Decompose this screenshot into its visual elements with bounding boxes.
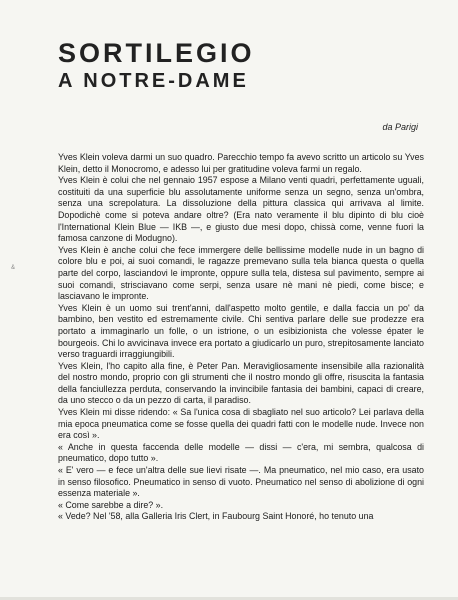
- byline: da Parigi: [382, 122, 418, 132]
- paragraph: « Anche in questa faccenda delle modelle — dissi — c'era, mi sembra, qualcosa di pneumatico, dopo tutto ».: [58, 441, 424, 464]
- paragraph: « Come sarebbe a dire? ».: [58, 499, 164, 510]
- paragraph: « Vede? Nel '58, alla Galleria Iris Clert, in Faubourg Saint Honoré, ho tenuto una: [58, 511, 374, 522]
- paragraph: Yves Klein è un uomo sui trent'anni, dall'aspetto molto gentile, e dalla faccia un po' da bambino, ben vestito ed estremamente civile. Chi sentiva parlare delle sue prodezze era portato a immaginarlo un folle, o un istrione, o un esibizionista che volesse épater le bourgeois. Chi lo avvicinava invece era portato a giudicarlo un puro, strepitosamente lanciato verso traguardi irraggiungibili.: [58, 302, 424, 360]
- paragraph: Yves Klein è colui che nel gennaio 1957 espose a Milano venti quadri, perfettamente uguali, costituiti da una superficie blu assolutamente uniforme senza un segno, senza un'ombra, senza una screpolatura. La dissoluzione della pittura classica qui arrivava al limite. Dopodichè come si poteva andare oltre? (Era nato veramente il blu dipinto di blu cioè l'International Klein Blue — IKB —, e giusto due mesi dopo, chissà come, venne fuori la famosa canzone di Modugno).: [58, 175, 424, 244]
- paragraph: Yves Klein è anche colui che fece immergere delle bellissime modelle nude in un bagno di colore blu e poi, ai suoi comandi, le ragazze premevano sulla tela bianca questa o quella parte del corpo, lasciandovi le impronte, oppure sulla tela, distesa sul pavimento, sempre ai suoi comandi, strisciavano come serpi, senza usare nè mani nè piedi, come bisce; e lasciavano le impronte.: [58, 244, 424, 302]
- article-body: [58, 152, 424, 523]
- paragraph: Yves Klein mi disse ridendo: « Sa l'unica cosa di sbagliato nel suo articolo? Lei parlava della mia epoca pneumatica come se fosse quella dei quadri fatti con le modelle nude. Invece non era così ».: [58, 407, 424, 441]
- paragraph: Yves Klein voleva darmi un suo quadro. Parecchio tempo fa avevo scritto un articolo su Yves Klein, detto il Monocromo, e adesso lui per gratitudine voleva farmi un regalo.: [58, 152, 424, 174]
- paragraph: Yves Klein, l'ho capito alla fine, è Peter Pan. Meravigliosamente insensibile alla razionalità del nostro mondo, proprio con gli strumenti che il nostro mondo gli offre, risuscita la fantasia della fanciullezza perduta, conservando la invincibile fantasia dei bambini, capaci di creare, da uno stecco o da un pezzo di carta, il paradiso.: [58, 360, 424, 406]
- article-title-line1: SORTILEGIO: [58, 38, 255, 68]
- margin-mark: &: [11, 265, 16, 271]
- paragraph: « E' vero — e fece un'altra delle sue lievi risate —. Ma pneumatico, nel mio caso, era usato in senso filosofico. Pneumatico in senso di vuoto. Pneumatico nel senso di abolizione di ogni essenza materiale ».: [58, 465, 424, 499]
- article-title-line2: A NOTRE-DAME: [58, 70, 249, 92]
